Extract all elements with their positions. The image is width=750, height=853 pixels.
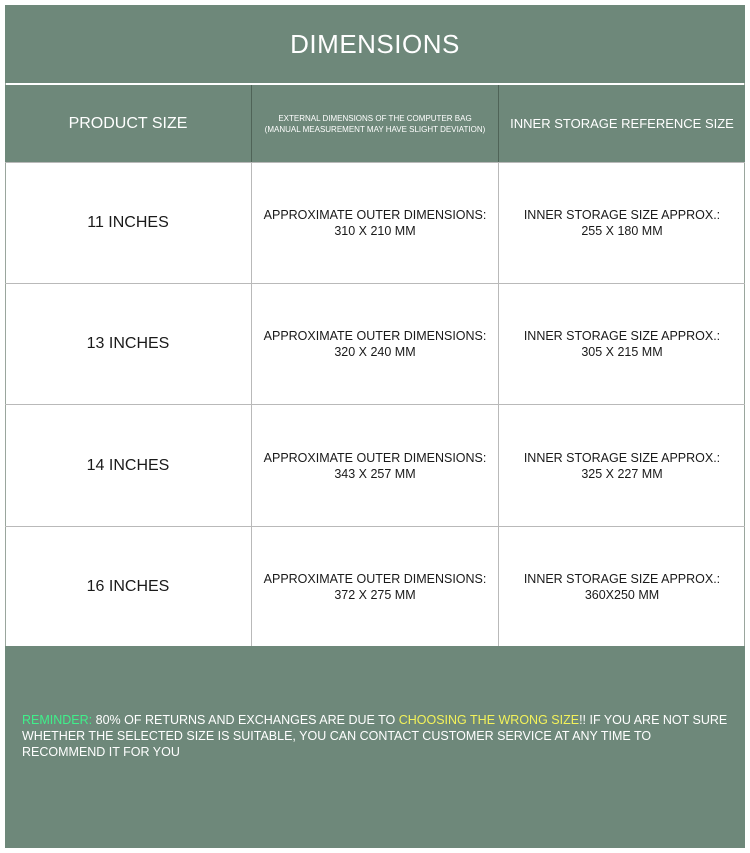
outer-value: 372 X 275 MM	[334, 587, 416, 602]
header-product-size: PRODUCT SIZE	[68, 114, 188, 132]
inner-label: INNER STORAGE SIZE APPROX.:	[523, 208, 721, 222]
outer-label: APPROXIMATE OUTER DIMENSIONS:	[263, 450, 487, 465]
reminder-text-after: !! IF YOU ARE NOT SURE WHETHER THE SELECTED SIZE IS SUITABLE, YOU CAN CONTACT CUSTOMER SERVICE AT ANY TIME TO RECOMMEND IT FOR YOU	[22, 713, 728, 759]
cell-product-size: 11 INCHES	[87, 214, 169, 231]
cell-outer-dimensions	[252, 405, 498, 526]
outer-label: APPROXIMATE OUTER DIMENSIONS:	[263, 571, 487, 586]
reminder-text	[22, 712, 734, 760]
cell-inner-size	[499, 527, 745, 646]
table-header-row	[5, 85, 745, 162]
cell-outer-dimensions	[252, 163, 498, 283]
table-row	[5, 162, 745, 283]
inner-value: 305 X 215 MM	[581, 345, 663, 359]
inner-label: INNER STORAGE SIZE APPROX.:	[523, 450, 721, 465]
inner-value: 360X250 MM	[584, 587, 660, 602]
outer-label: APPROXIMATE OUTER DIMENSIONS:	[263, 208, 487, 222]
inner-value: 325 X 227 MM	[581, 466, 663, 481]
outer-value: 310 X 210 MM	[334, 224, 416, 238]
outer-value: 343 X 257 MM	[334, 466, 416, 481]
reminder-highlight: CHOOSING THE WRONG SIZE	[398, 713, 580, 727]
cell-inner-size	[499, 284, 745, 404]
cell-product-size: 13 INCHES	[86, 335, 170, 352]
header-external-line1: EXTERNAL DIMENSIONS OF THE COMPUTER BAG	[278, 113, 472, 123]
outer-value: 320 X 240 MM	[334, 345, 416, 359]
table-row	[5, 404, 745, 526]
reminder-text-before: 80% OF RETURNS AND EXCHANGES ARE DUE TO	[92, 713, 399, 727]
page-title: DIMENSIONS	[290, 28, 460, 59]
table-row	[5, 283, 745, 404]
cell-product-size: 16 INCHES	[86, 577, 170, 595]
outer-label: APPROXIMATE OUTER DIMENSIONS:	[263, 329, 487, 343]
reminder-label: REMINDER:	[22, 713, 93, 727]
cell-product-size: 14 INCHES	[86, 456, 170, 474]
reminder-band	[5, 646, 745, 848]
title-band	[5, 5, 745, 83]
header-external-line2: (MANUAL MEASUREMENT MAY HAVE SLIGHT DEVIATION)	[264, 124, 486, 134]
cell-outer-dimensions	[252, 284, 498, 404]
cell-inner-size	[499, 163, 745, 283]
cell-outer-dimensions	[252, 527, 498, 646]
inner-label: INNER STORAGE SIZE APPROX.:	[523, 571, 721, 586]
inner-label: INNER STORAGE SIZE APPROX.:	[523, 329, 721, 343]
header-external-dimensions	[252, 85, 498, 162]
header-inner-storage: INNER STORAGE REFERENCE SIZE	[510, 116, 734, 131]
inner-value: 255 X 180 MM	[581, 224, 663, 238]
cell-inner-size	[499, 405, 745, 526]
table-row	[5, 526, 745, 646]
